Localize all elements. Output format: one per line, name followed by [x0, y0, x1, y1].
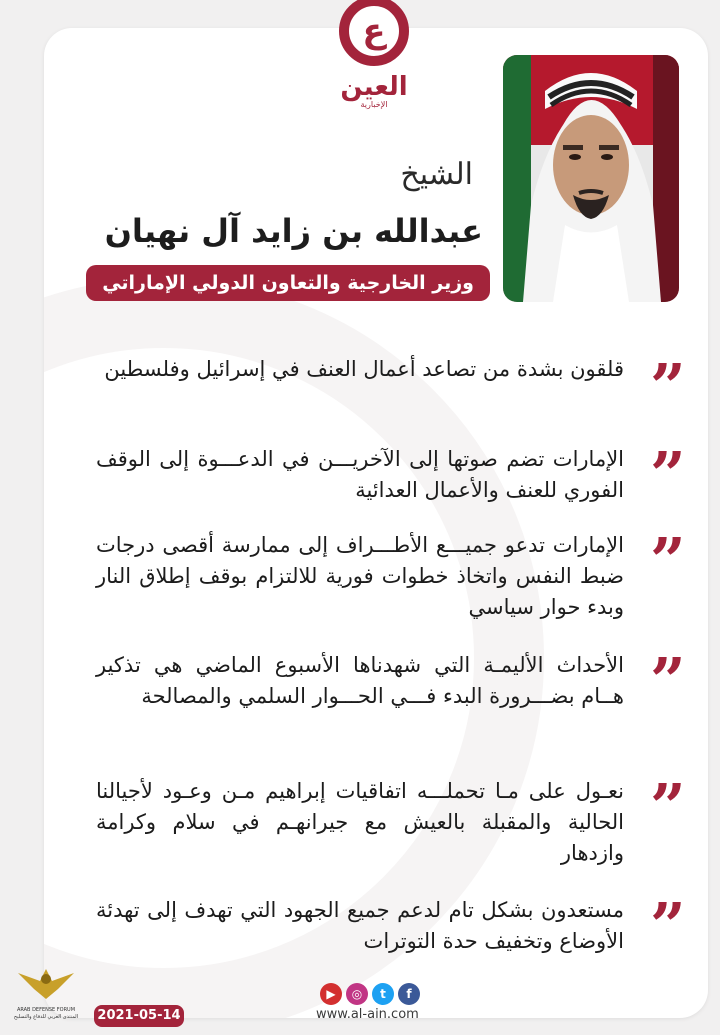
quote-3: الإمارات تدعو جميـــع الأطـــراف إلى ممارسة أقصى درجات ضبط النفس واتخاذ خطوات فورية للالتزام بوقف إطلاق النار وبدء حوار سياسي: [96, 533, 624, 619]
quote-mark-icon: [650, 444, 686, 472]
quote-mark-icon: [650, 776, 686, 804]
quote-mark-icon: [650, 530, 686, 558]
facebook-icon[interactable]: f: [398, 983, 420, 1005]
social-icons: [320, 983, 420, 1005]
quote-5: نعـول على مـا تحملـــه اتفاقيات إبراهيم مـن وعـود لأجيالنا الحالية والمقبلة بالعيش مع جيرانهـم في سلام وكرامة وازدهار: [96, 779, 624, 865]
eagle-emblem-icon: [16, 963, 76, 1003]
role-badge: وزير الخارجية والتعاون الدولي الإماراتي: [86, 265, 490, 301]
title-label: الشيخ: [400, 157, 473, 192]
portrait-photo: [503, 55, 679, 302]
youtube-icon[interactable]: ▶: [320, 983, 342, 1005]
quote-mark-icon: [650, 895, 686, 923]
twitter-icon[interactable]: t: [372, 983, 394, 1005]
brand-logo: [326, 0, 422, 109]
quote-6: مستعدون بشكل تام لدعم جميع الجهود التي تهدف إلى تهدئة الأوضاع وتخفيف حدة التوترات: [96, 898, 624, 953]
quote-4: الأحداث الأليمـة التي شهدناها الأسبوع الماضي هي تذكير هــام بضـــرورة البدء فـــي الحـــوار السلمي والمصالحة: [96, 653, 624, 708]
quote-mark-icon: [650, 650, 686, 678]
quote-mark-icon: [650, 356, 686, 384]
instagram-icon[interactable]: ◎: [346, 983, 368, 1005]
quote-2: الإمارات تضم صوتها إلى الآخريـــن في الدعـــوة إلى الوقف الفوري للعنف والأعمال العدائية: [96, 447, 624, 502]
date-badge: 2021-05-14: [94, 1005, 184, 1027]
quote-1: قلقون بشدة من تصاعد أعمال العنف في إسرائيل وفلسطين: [104, 357, 624, 381]
brand-subtitle: الإخبارية: [360, 100, 388, 109]
brand-logo-icon: ع: [339, 0, 409, 66]
watermark: [4, 963, 88, 1021]
person-name: عبدالله بن زايد آل نهيان: [104, 212, 483, 250]
website-link[interactable]: www.al-ain.com: [316, 1007, 419, 1022]
watermark-line-1: ARAB DEFENSE FORUM: [16, 1007, 76, 1013]
watermark-line-2: المنتدى العربي للدفاع والتسليح: [13, 1014, 79, 1020]
brand-name: العين: [340, 72, 408, 102]
